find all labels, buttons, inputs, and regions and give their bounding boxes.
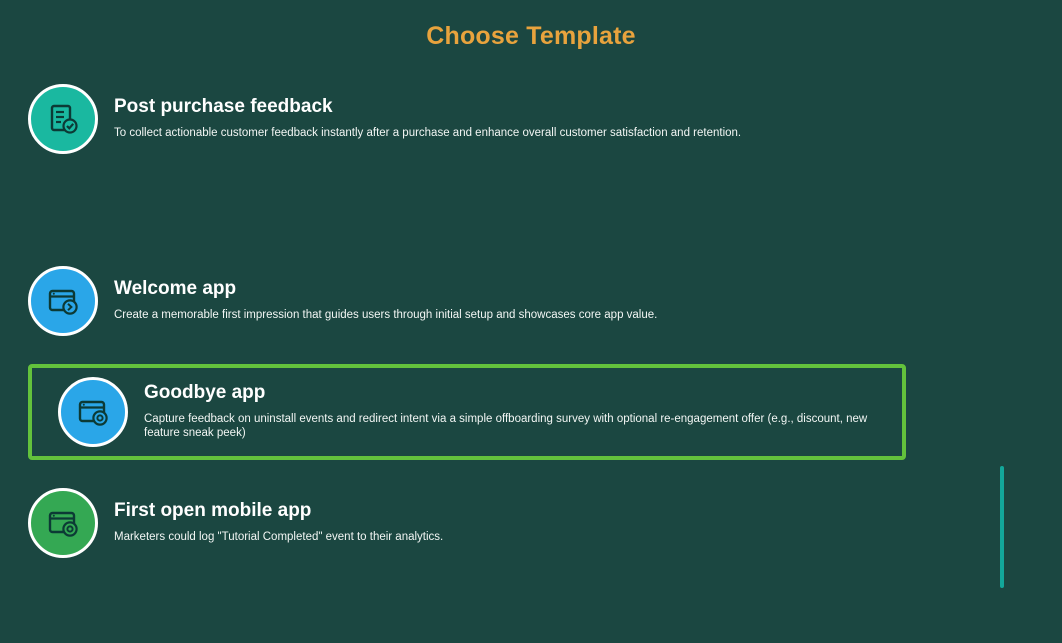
template-description: Capture feedback on uninstall events and redirect intent via a simple offboarding survey with optional re-engagement offer (e.g., discount, new feature sneak peek) — [144, 413, 868, 439]
template-title: Post purchase feedback — [114, 96, 333, 118]
template-row-goodbye-app[interactable] — [28, 364, 906, 460]
template-description: To collect actionable customer feedback instantly after a purchase and enhance overall customer satisfaction and retention. — [114, 127, 742, 140]
template-text — [144, 383, 902, 440]
template-text — [114, 279, 1062, 323]
template-description: Create a memorable first impression that guides users through initial setup and showcases core app value. — [114, 309, 658, 322]
app-window-target-icon — [58, 377, 128, 447]
template-title: Goodbye app — [144, 382, 266, 404]
template-row-post-purchase-feedback[interactable] — [0, 96, 1062, 238]
template-title: Welcome app — [114, 278, 237, 300]
template-list[interactable] — [0, 96, 1062, 643]
template-description: Marketers could log "Tutorial Completed" event to their analytics. — [114, 531, 444, 544]
template-title: First open mobile app — [114, 500, 312, 522]
template-row-welcome-app[interactable] — [0, 238, 1062, 364]
scrollbar-thumb[interactable] — [1000, 466, 1004, 588]
template-row-first-open-mobile-app[interactable] — [0, 460, 1062, 586]
page-title: Choose Template — [426, 22, 636, 50]
mobile-app-arrow-icon — [28, 488, 98, 558]
template-text — [114, 97, 1062, 141]
app-window-arrow-icon — [28, 266, 98, 336]
survey-check-icon — [28, 84, 98, 154]
template-text — [114, 501, 1062, 545]
